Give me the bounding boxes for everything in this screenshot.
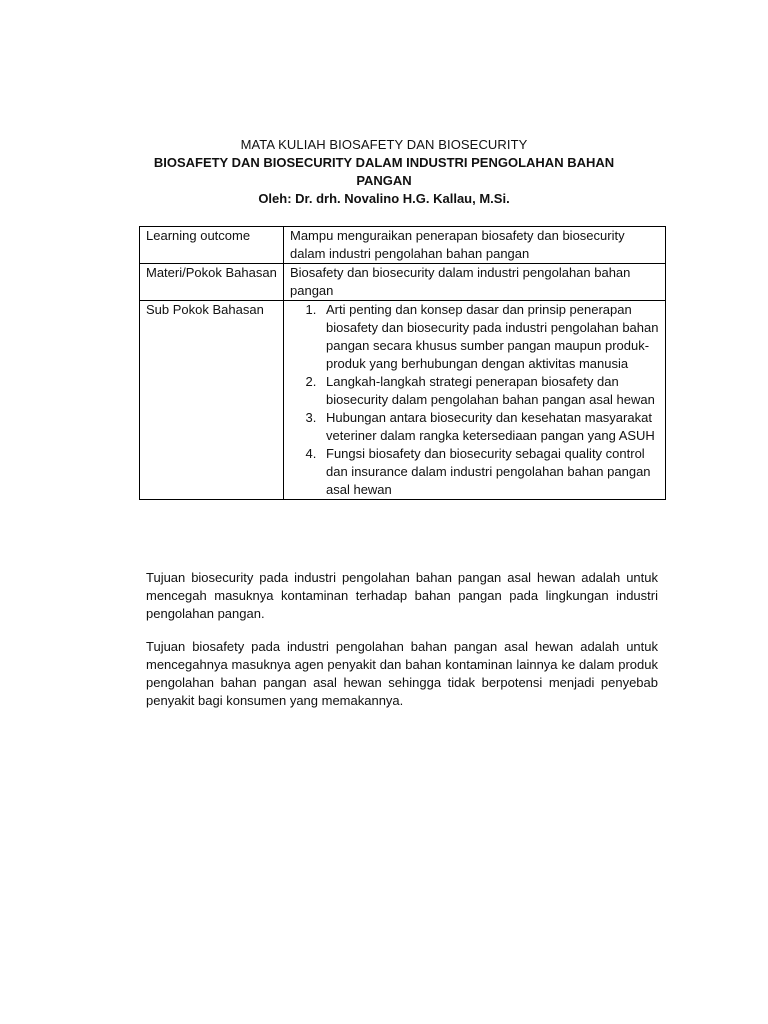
row-label: Sub Pokok Bahasan [140, 301, 284, 500]
course-outline-table [139, 226, 666, 500]
row-value: Biosafety dan biosecurity dalam industri pengolahan bahan pangan [284, 264, 666, 301]
list-item: 2. Langkah-langkah strategi penerapan biosafety dan biosecurity dalam pengolahan bahan pangan asal hewan [320, 373, 659, 409]
document-title: BIOSAFETY DAN BIOSECURITY DALAM INDUSTRI PENGOLAHAN BAHAN PANGAN [153, 155, 615, 188]
sub-topics-cell [284, 301, 666, 500]
row-value: Mampu menguraikan penerapan biosafety dan biosecurity dalam industri pengolahan bahan pangan [284, 227, 666, 264]
list-item: 3. Hubungan antara biosecurity dan kesehatan masyarakat veteriner dalam rangka ketersediaan pangan yang ASUH [320, 409, 659, 445]
document-header [0, 136, 768, 208]
list-item: 4. Fungsi biosafety dan biosecurity sebagai quality control dan insurance dalam industri pengolahan bahan pangan asal hewan [320, 445, 659, 499]
row-label: Learning outcome [140, 227, 284, 264]
author-line: Oleh: Dr. drh. Novalino H.G. Kallau, M.Si. [258, 191, 510, 206]
course-name: MATA KULIAH BIOSAFETY DAN BIOSECURITY [240, 137, 528, 152]
table-row [140, 227, 666, 264]
table-row [140, 301, 666, 500]
list-item: 1. Arti penting dan konsep dasar dan prinsip penerapan biosafety dan biosecurity pada industri pengolahan bahan pangan secara khusus sumber pangan maupun produk-produk yang berhubungan dengan aktivitas manusia [320, 301, 659, 373]
row-label: Materi/Pokok Bahasan [140, 264, 284, 301]
sub-topics-list [290, 301, 659, 499]
biosafety-paragraph: Tujuan biosafety pada industri pengolahan bahan pangan asal hewan adalah untuk mencegahnya masuknya agen penyakit dan bahan kontaminan lainnya ke dalam produk pengolahan bahan pangan asal hewan sehingga tidak berpotensi menjadi penyebab penyakit bagi konsumen yang memakannya. [146, 639, 658, 708]
table-row [140, 264, 666, 301]
biosecurity-paragraph: Tujuan biosecurity pada industri pengolahan bahan pangan asal hewan adalah untuk mencegah masuknya kontaminan terhadap bahan pangan pada lingkungan industri pengolahan pangan. [146, 570, 658, 621]
